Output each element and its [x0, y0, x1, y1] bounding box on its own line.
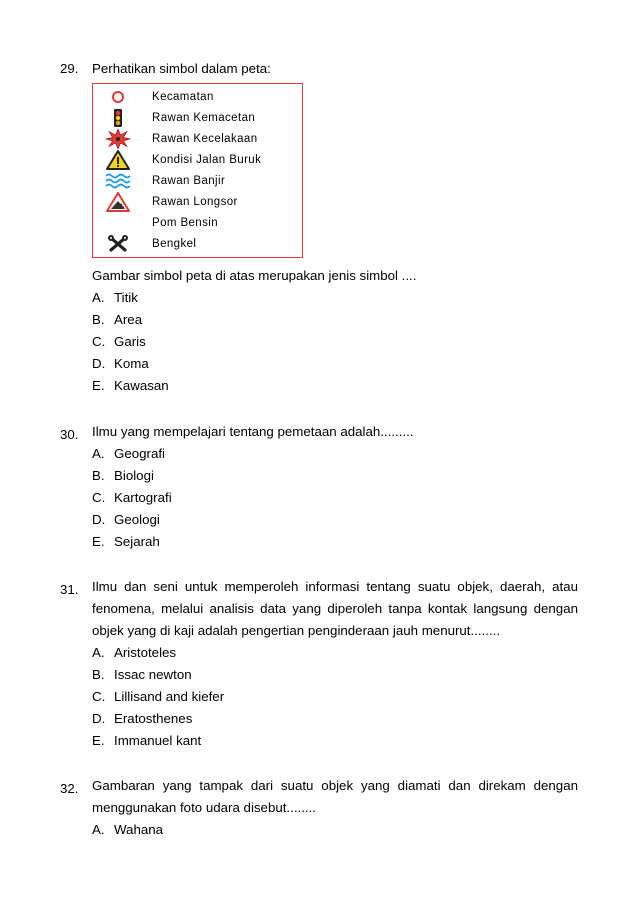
option-text: Lillisand and kiefer [114, 689, 225, 704]
option-text: Issac newton [114, 667, 192, 682]
question-number: 31. [60, 582, 79, 597]
legend-label: Rawan Banjir [152, 175, 226, 187]
answer-option-c[interactable] [92, 487, 172, 509]
answer-option-a[interactable] [92, 819, 163, 841]
option-letter: C. [92, 490, 106, 505]
landslide-icon [105, 192, 131, 212]
option-text: Sejarah [114, 534, 160, 549]
answer-option-e[interactable] [92, 375, 169, 397]
option-text: Eratosthenes [114, 711, 193, 726]
option-text: Aristoteles [114, 645, 177, 660]
legend-row [93, 192, 302, 212]
question-number: 29. [60, 61, 79, 76]
option-text: Biologi [114, 468, 154, 483]
option-text: Geografi [114, 446, 165, 461]
option-letter: B. [92, 468, 105, 483]
circle-icon [105, 87, 131, 107]
option-text: Kawasan [114, 378, 169, 393]
legend-label: Bengkel [152, 238, 197, 250]
answer-option-d[interactable] [92, 509, 172, 531]
option-text: Titik [114, 290, 138, 305]
legend-label: Pom Bensin [152, 217, 219, 229]
legend-row [93, 129, 302, 149]
option-text: Area [114, 312, 143, 327]
option-letter: E. [92, 733, 105, 748]
answer-option-a[interactable] [92, 287, 169, 309]
answer-option-b[interactable] [92, 309, 169, 331]
option-letter: A. [92, 645, 105, 660]
option-text: Koma [114, 356, 149, 371]
tools-icon [105, 234, 131, 254]
question-text: Gambaran yang tampak dari suatu objek yang diamati dan direkam dengan menggunakan foto udara disebut........ [92, 778, 578, 815]
answer-option-c[interactable] [92, 331, 169, 353]
legend-label: Kondisi Jalan Buruk [152, 154, 262, 166]
legend-label: Kecamatan [152, 91, 214, 103]
answer-options [92, 443, 172, 553]
legend-row [93, 171, 302, 191]
question-text: Gambar simbol peta di atas merupakan jenis simbol .... [92, 268, 417, 283]
option-letter: E. [92, 534, 105, 549]
option-text: Kartografi [114, 490, 172, 505]
option-letter: D. [92, 711, 106, 726]
answer-option-e[interactable] [92, 531, 172, 553]
question-prompt: Perhatikan simbol dalam peta: [92, 61, 271, 76]
legend-row [93, 213, 302, 233]
answer-option-e[interactable] [92, 730, 224, 752]
explosion-icon [105, 129, 131, 149]
answer-option-b[interactable] [92, 664, 224, 686]
option-text: Geologi [114, 512, 160, 527]
option-letter: E. [92, 378, 105, 393]
option-text: Immanuel kant [114, 733, 202, 748]
option-letter: C. [92, 334, 106, 349]
option-letter: D. [92, 512, 106, 527]
question-text: Ilmu dan seni untuk memperoleh informasi tentang suatu objek, daerah, atau fenomena, melalui analisis data yang diperoleh tanpa kontak langsung dengan objek yang di kaji adalah pengertian penginderaan jauh menurut........ [92, 579, 578, 638]
legend-row [93, 234, 302, 254]
option-letter: A. [92, 822, 105, 837]
legend-label: Rawan Kemacetan [152, 112, 256, 124]
question-number: 32. [60, 781, 79, 796]
answer-option-d[interactable] [92, 353, 169, 375]
map-symbol-legend [92, 83, 303, 258]
legend-label: Rawan Longsor [152, 196, 238, 208]
waves-icon [105, 171, 131, 191]
answer-options [92, 642, 224, 752]
option-letter: B. [92, 667, 105, 682]
legend-row [93, 108, 302, 128]
answer-option-c[interactable] [92, 686, 224, 708]
legend-label: Rawan Kecelakaan [152, 133, 258, 145]
legend-row [93, 150, 302, 170]
option-letter: C. [92, 689, 106, 704]
question-number: 30. [60, 427, 79, 442]
answer-option-d[interactable] [92, 708, 224, 730]
answer-option-a[interactable] [92, 642, 224, 664]
option-text: Garis [114, 334, 146, 349]
option-letter: B. [92, 312, 105, 327]
question-text: Ilmu yang mempelajari tentang pemetaan adalah......... [92, 424, 414, 439]
warning-triangle-icon [105, 150, 131, 170]
answer-option-a[interactable] [92, 443, 172, 465]
option-letter: A. [92, 290, 105, 305]
option-letter: D. [92, 356, 106, 371]
answer-options [92, 287, 169, 397]
legend-row [93, 87, 302, 107]
option-letter: A. [92, 446, 105, 461]
answer-options [92, 819, 163, 841]
traffic-light-icon [105, 108, 131, 128]
answer-option-b[interactable] [92, 465, 172, 487]
option-text: Wahana [114, 822, 164, 837]
